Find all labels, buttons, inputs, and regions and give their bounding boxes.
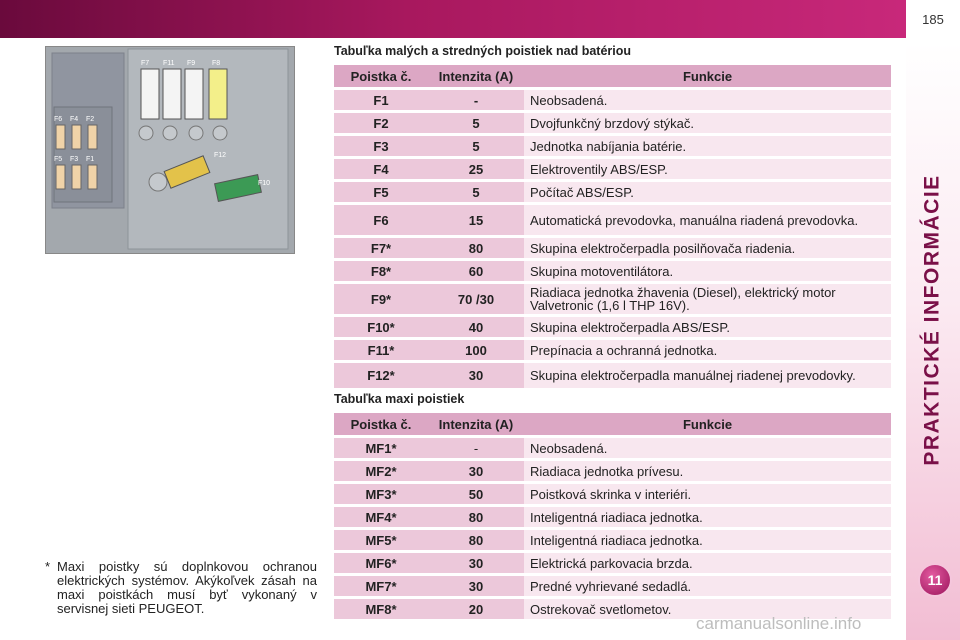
fuse-amperage: 50 bbox=[428, 484, 524, 504]
table-row bbox=[334, 238, 891, 258]
fuse-amperage: 80 bbox=[428, 507, 524, 527]
fuse-amperage: - bbox=[428, 438, 524, 458]
fuse-function: Neobsadená. bbox=[524, 90, 891, 110]
fuse-number: MF3* bbox=[334, 484, 428, 504]
col-fuse-no: Poistka č. bbox=[334, 65, 428, 87]
footnote bbox=[45, 560, 317, 616]
table-row bbox=[334, 461, 891, 481]
fuse-function: Neobsadená. bbox=[524, 438, 891, 458]
fuse-amperage: 25 bbox=[428, 159, 524, 179]
fuse-amperage: 30 bbox=[428, 363, 524, 388]
fuse-function: Elektrická parkovacia brzda. bbox=[524, 553, 891, 573]
fuse-number: F11* bbox=[334, 340, 428, 360]
fuse-number: F5 bbox=[334, 182, 428, 202]
fuse-amperage: 100 bbox=[428, 340, 524, 360]
fuse-box-illustration bbox=[46, 47, 294, 253]
table-row bbox=[334, 284, 891, 314]
fuse-function: Počítač ABS/ESP. bbox=[524, 182, 891, 202]
fuse-function: Dvojfunkčný brzdový stýkač. bbox=[524, 113, 891, 133]
fuse-function: Skupina elektročerpadla posilňovača riadenia. bbox=[524, 238, 891, 258]
label-f7: F7 bbox=[141, 60, 150, 67]
fuse-function: Skupina motoventilátora. bbox=[524, 261, 891, 281]
table-row bbox=[334, 261, 891, 281]
fuse-number: F7* bbox=[334, 238, 428, 258]
col-functions: Funkcie bbox=[524, 413, 891, 435]
fuse-function: Ostrekovač svetlometov. bbox=[524, 599, 891, 619]
fuse-table-maxi bbox=[334, 410, 891, 622]
table2-heading: Tabuľka maxi poistiek bbox=[334, 392, 465, 406]
table2-header-row bbox=[334, 413, 891, 435]
table-row bbox=[334, 530, 891, 550]
fuse-number: F6 bbox=[334, 205, 428, 235]
fuse-amperage: 5 bbox=[428, 113, 524, 133]
fuse-number: MF6* bbox=[334, 553, 428, 573]
table-row bbox=[334, 317, 891, 337]
label-f11: F11 bbox=[163, 60, 175, 67]
table-row bbox=[334, 576, 891, 596]
table-row bbox=[334, 553, 891, 573]
label-f3: F3 bbox=[70, 156, 79, 163]
fuse-number: MF1* bbox=[334, 438, 428, 458]
footnote-text: Maxi poistky sú doplnkovou ochranou elektrických systémov. Akýkoľvek zásah na maxi poistkách musí byť vykonaný v servisnej sieti PEUGEOT. bbox=[57, 559, 317, 616]
table-row bbox=[334, 113, 891, 133]
fuse-function: Prepínacia a ochranná jednotka. bbox=[524, 340, 891, 360]
watermark: carmanualsonline.info bbox=[696, 614, 862, 633]
fuse-function: Poistková skrinka v interiéri. bbox=[524, 484, 891, 504]
label-f1: F1 bbox=[86, 156, 95, 163]
fuse-amperage: 60 bbox=[428, 261, 524, 281]
header-bar bbox=[0, 0, 906, 38]
fuse-number: MF2* bbox=[334, 461, 428, 481]
chapter-badge: 11 bbox=[918, 563, 952, 597]
fuse-function: Riadiaca jednotka žhavenia (Diesel), elektrický motor Valvetronic (1,6 l THP 16V). bbox=[524, 284, 891, 314]
fuse-amperage: 80 bbox=[428, 530, 524, 550]
table-row bbox=[334, 205, 891, 235]
fuse-function: Elektroventily ABS/ESP. bbox=[524, 159, 891, 179]
table-row bbox=[334, 363, 891, 388]
table-row bbox=[334, 507, 891, 527]
fuse-amperage: 40 bbox=[428, 317, 524, 337]
fuse-function: Inteligentná riadiaca jednotka. bbox=[524, 530, 891, 550]
fuse-function: Jednotka nabíjania batérie. bbox=[524, 136, 891, 156]
table-row bbox=[334, 182, 891, 202]
fuse-number: F3 bbox=[334, 136, 428, 156]
table-row bbox=[334, 159, 891, 179]
label-f10: F10 bbox=[258, 180, 271, 187]
fuse-amperage: 30 bbox=[428, 461, 524, 481]
fuse-function: Inteligentná riadiaca jednotka. bbox=[524, 507, 891, 527]
fuse-amperage: 80 bbox=[428, 238, 524, 258]
fuse-amperage: 5 bbox=[428, 182, 524, 202]
fuse-amperage: 70 /30 bbox=[428, 284, 524, 314]
col-amperage: Intenzita (A) bbox=[428, 65, 524, 87]
fuse-number: F1 bbox=[334, 90, 428, 110]
fuse-number: F2 bbox=[334, 113, 428, 133]
fuse-number: F8* bbox=[334, 261, 428, 281]
label-f6: F6 bbox=[54, 116, 63, 123]
col-amperage: Intenzita (A) bbox=[428, 413, 524, 435]
fuse-function: Skupina elektročerpadla manuálnej riadenej prevodovky. bbox=[524, 363, 891, 388]
table-row bbox=[334, 438, 891, 458]
label-f5: F5 bbox=[54, 156, 63, 163]
label-f9: F9 bbox=[187, 60, 196, 67]
label-f2: F2 bbox=[86, 116, 95, 123]
fuse-number: F4 bbox=[334, 159, 428, 179]
fuse-function: Automatická prevodovka, manuálna riadená prevodovka. bbox=[524, 205, 891, 235]
fuse-number: MF7* bbox=[334, 576, 428, 596]
chapter-title: PRAKTICKÉ INFORMÁCIE bbox=[921, 174, 944, 466]
fuse-amperage: 30 bbox=[428, 553, 524, 573]
label-f8: F8 bbox=[212, 60, 221, 67]
fuse-number: F12* bbox=[334, 363, 428, 388]
fuse-function: Riadiaca jednotka prívesu. bbox=[524, 461, 891, 481]
table-row bbox=[334, 90, 891, 110]
table-row bbox=[334, 136, 891, 156]
fuse-table-small bbox=[334, 62, 891, 391]
col-fuse-no: Poistka č. bbox=[334, 413, 428, 435]
fuse-amperage: 5 bbox=[428, 136, 524, 156]
fuse-number: MF5* bbox=[334, 530, 428, 550]
fuse-function: Predné vyhrievané sedadlá. bbox=[524, 576, 891, 596]
table-row bbox=[334, 484, 891, 504]
table1-heading: Tabuľka malých a stredných poistiek nad batériou bbox=[334, 44, 632, 58]
table1-header-row bbox=[334, 65, 891, 87]
fuse-number: MF4* bbox=[334, 507, 428, 527]
fuse-function: Skupina elektročerpadla ABS/ESP. bbox=[524, 317, 891, 337]
footnote-star: * bbox=[45, 559, 51, 574]
fuse-amperage: 20 bbox=[428, 599, 524, 619]
fuse-number: F9* bbox=[334, 284, 428, 314]
fuse-amperage: - bbox=[428, 90, 524, 110]
table-row bbox=[334, 340, 891, 360]
label-f12: F12 bbox=[214, 152, 227, 159]
label-f4: F4 bbox=[70, 116, 79, 123]
fuse-number: MF8* bbox=[334, 599, 428, 619]
fuse-number: F10* bbox=[334, 317, 428, 337]
fuse-box-photo bbox=[45, 46, 295, 254]
page-number: 185 bbox=[922, 11, 944, 27]
fuse-amperage: 15 bbox=[428, 205, 524, 235]
col-functions: Funkcie bbox=[524, 65, 891, 87]
fuse-amperage: 30 bbox=[428, 576, 524, 596]
